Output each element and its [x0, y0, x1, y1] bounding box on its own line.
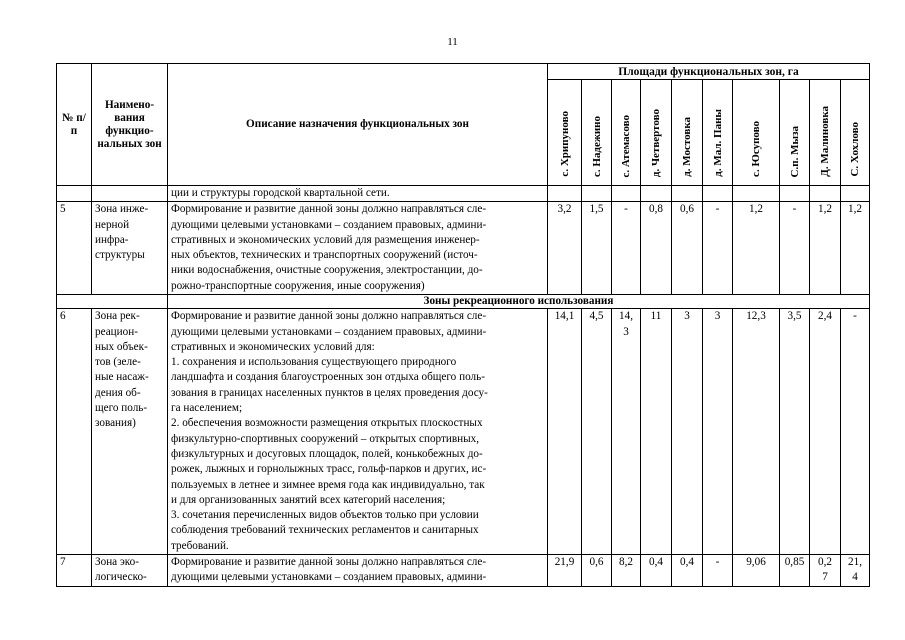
- description-line: зования в границах населенных пунктов в целях проведения досу-: [171, 386, 488, 399]
- zone-name-line: реацион-: [95, 325, 138, 338]
- area-value: 1,2: [841, 202, 870, 295]
- header-settlement: [582, 80, 612, 186]
- description-line: Формирование и развитие данной зоны должно направляться сле-: [171, 310, 487, 323]
- area-value: -: [841, 309, 870, 555]
- area-value: [582, 186, 612, 202]
- area-value: 0,4: [672, 555, 703, 587]
- zones-table: [56, 63, 870, 587]
- settlement-label: д. Четвертово: [650, 108, 662, 177]
- area-value: 0,4: [641, 555, 672, 587]
- description-line: га населением;: [171, 402, 243, 415]
- area-value: 0,85: [780, 555, 810, 587]
- description-line: Формирование и развитие данной зоны должно направляться сле-: [171, 203, 487, 216]
- header-settlement: [733, 80, 780, 186]
- area-value: 0,6: [672, 202, 703, 295]
- zone-name-line: тов (зеле-: [95, 356, 141, 369]
- zone-name-line: ных объек-: [95, 340, 148, 353]
- area-value: 1,5: [582, 202, 612, 295]
- area-value: 3: [703, 309, 733, 555]
- section-spacer: [57, 295, 168, 309]
- area-value: -: [780, 202, 810, 295]
- area-value: 3: [672, 309, 703, 555]
- area-value: 1,2: [810, 202, 841, 295]
- description-line: соблюдения требований технических регламентов и санитарных: [171, 524, 479, 537]
- description-line: дующими целевыми установками – созданием правовых, админи-: [171, 571, 487, 584]
- area-value: [612, 186, 641, 202]
- area-value: -: [703, 202, 733, 295]
- description-line: стративных и экономических условий для:: [171, 340, 375, 353]
- table-row: [57, 202, 870, 295]
- table-row: [57, 309, 870, 555]
- zone-name-line: инфра-: [95, 233, 129, 246]
- zone-name-line: зования): [95, 417, 136, 430]
- area-value: [780, 186, 810, 202]
- area-value: -: [612, 202, 641, 295]
- header-settlement: [612, 80, 641, 186]
- table-row: [57, 186, 870, 202]
- page-number: 11: [447, 36, 458, 48]
- header-settlement: [672, 80, 703, 186]
- header-settlement: [703, 80, 733, 186]
- description-line: ники водоснабжения, очистные сооружения, электростанции, до-: [171, 264, 483, 277]
- header-settlement: [641, 80, 672, 186]
- description-line: рожно-транспортные сооружения, иные сооружения): [171, 279, 425, 292]
- zone-name-line: логическо-: [95, 571, 147, 584]
- row-number: [57, 186, 92, 202]
- area-value: 0,6: [582, 555, 612, 587]
- area-value: 9,06: [733, 555, 780, 587]
- zone-name-line: щего поль-: [95, 402, 148, 415]
- zone-description: [168, 186, 548, 202]
- header-areas-title: Площади функциональных зон, га: [548, 64, 870, 80]
- description-line: стративных и экономических условий для размещения инженер-: [171, 233, 480, 246]
- settlement-label: с. Хрипуново: [558, 111, 571, 177]
- description-line: требований.: [171, 539, 229, 552]
- zone-name: [92, 186, 168, 202]
- zone-name-line: ные насаж-: [95, 371, 149, 384]
- settlement-label: д. Мостовка: [681, 117, 693, 177]
- description-line: 1. сохранения и использования существующего природного: [171, 356, 457, 369]
- area-value: 1,2: [733, 202, 780, 295]
- zone-name-line: Зона эко-: [95, 556, 139, 569]
- description-line: дующими целевыми установками – созданием правовых, админи-: [171, 325, 487, 338]
- area-value: [810, 186, 841, 202]
- area-value: 21,9: [548, 555, 582, 587]
- description-line: физкультурных и досуговых площадок, полей, конькобежных до-: [171, 447, 483, 460]
- settlement-label: с. Юсупово: [750, 121, 762, 177]
- area-value: [548, 186, 582, 202]
- area-value: 21, 4: [841, 555, 870, 587]
- zone-name-line: нерной: [95, 218, 130, 231]
- description-line: физкультурно-спортивных сооружений – открытых спортивных,: [171, 432, 480, 445]
- description-line: пользуемых в летнее и зимнее время года как индивидуально, так: [171, 478, 485, 491]
- description-line: 2. обеспечения возможности размещения открытых плоскостных: [171, 417, 483, 430]
- header-description: Описание назначения функциональных зон: [168, 64, 548, 186]
- description-line: дующими целевыми установками – созданием правовых, админи-: [171, 218, 487, 231]
- settlement-label: С.п. Мыза: [788, 125, 801, 177]
- description-line: Формирование и развитие данной зоны должно направляться сле-: [171, 556, 487, 569]
- area-value: 8,2: [612, 555, 641, 587]
- area-value: 12,3: [733, 309, 780, 555]
- row-number: 7: [57, 555, 92, 587]
- zone-name-line: Зона инже-: [95, 203, 149, 216]
- zone-name: [92, 202, 168, 295]
- settlement-label: д. Мал. Паны: [711, 109, 724, 177]
- zone-name-line: структуры: [95, 249, 145, 262]
- area-value: 11: [641, 309, 672, 555]
- header-zone-name: Наимено-вания функцио-нальных зон: [92, 64, 168, 186]
- zone-name: [92, 309, 168, 555]
- header-settlement: [810, 80, 841, 186]
- zone-description: [168, 309, 548, 555]
- settlement-label: с. Надежино: [590, 115, 603, 177]
- table-row: [57, 555, 870, 587]
- header-settlement: [548, 80, 582, 186]
- area-value: 0,2 7: [810, 555, 841, 587]
- header-num: № п/п: [57, 64, 92, 186]
- row-number: 5: [57, 202, 92, 295]
- header-settlement: [780, 80, 810, 186]
- zone-name-line: Зона рек-: [95, 310, 140, 323]
- area-value: [733, 186, 780, 202]
- settlement-label: С. Хохлово: [849, 122, 861, 177]
- description-line: ных объектов, технических и транспортных сооружений (источ-: [171, 249, 478, 262]
- description-line: рожек, лыжных и горнолыжных трасс, гольф-парков и других, ис-: [171, 463, 487, 476]
- area-value: [841, 186, 870, 202]
- section-title: Зоны рекреационного использования: [168, 295, 870, 309]
- zone-description: [168, 555, 548, 587]
- zone-name-line: дения об-: [95, 386, 141, 399]
- header-settlement: [841, 80, 870, 186]
- description-line: ции и структуры городской квартальной сети.: [171, 187, 390, 199]
- section-row: [57, 295, 870, 309]
- area-value: 2,4: [810, 309, 841, 555]
- area-value: 0,8: [641, 202, 672, 295]
- area-value: 14, 3: [612, 309, 641, 555]
- description-line: ландшафта и создания благоустроенных зон отдыха общего поль-: [171, 371, 485, 384]
- description-line: и для организованных занятий всех категорий населения;: [171, 493, 446, 506]
- settlement-label: Д. Малиновка: [819, 106, 831, 177]
- area-value: [672, 186, 703, 202]
- area-value: -: [703, 555, 733, 587]
- zone-description: [168, 202, 548, 295]
- area-value: 4,5: [582, 309, 612, 555]
- description-line: 3. сочетания перечисленных видов объектов только при условии: [171, 509, 479, 522]
- area-value: 14,1: [548, 309, 582, 555]
- area-value: 3,5: [780, 309, 810, 555]
- row-number: 6: [57, 309, 92, 555]
- area-value: [641, 186, 672, 202]
- area-value: [703, 186, 733, 202]
- zone-name: [92, 555, 168, 587]
- area-value: 3,2: [548, 202, 582, 295]
- settlement-label: с. Атемасово: [620, 114, 632, 177]
